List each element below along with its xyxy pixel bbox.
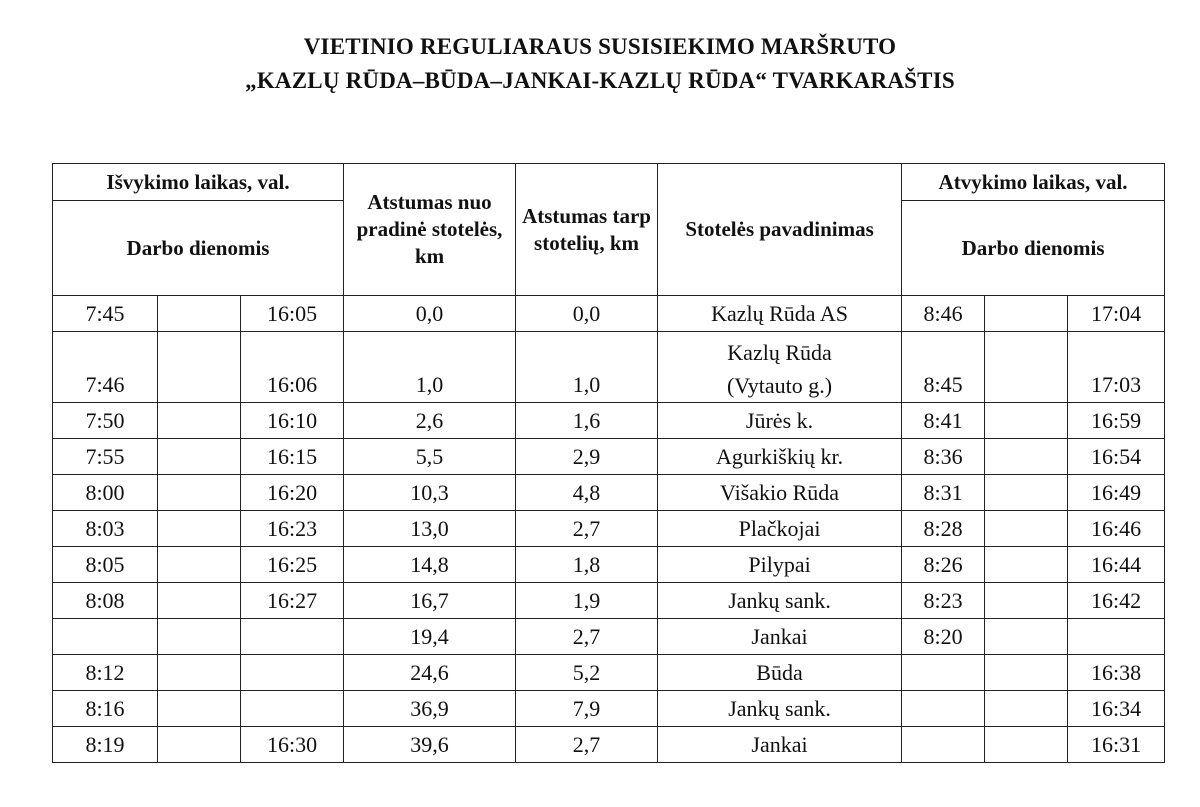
arr-time-1 xyxy=(902,691,985,727)
document-title-line1: VIETINIO REGULIARAUS SUSISIEKIMO MARŠRUTO xyxy=(303,34,897,59)
dist-between: 1,9 xyxy=(516,583,658,619)
dep-time-2 xyxy=(158,619,241,655)
dep-time-1: 7:55 xyxy=(53,439,158,475)
dist-between: 7,9 xyxy=(516,691,658,727)
dep-time-3 xyxy=(241,619,344,655)
dep-time-1: 8:16 xyxy=(53,691,158,727)
dist-between: 0,0 xyxy=(516,296,658,332)
dist-from-start: 16,7 xyxy=(344,583,516,619)
dep-time-3: 16:25 xyxy=(241,547,344,583)
dep-time-3: 16:23 xyxy=(241,511,344,547)
arr-time-2 xyxy=(985,332,1068,403)
table-row xyxy=(53,439,1165,475)
dist-from-start: 1,0 xyxy=(344,332,516,403)
dep-time-1: 8:03 xyxy=(53,511,158,547)
dep-time-1 xyxy=(53,619,158,655)
dep-time-2 xyxy=(158,332,241,403)
dep-time-2 xyxy=(158,547,241,583)
dep-time-2 xyxy=(158,475,241,511)
dist-from-start: 5,5 xyxy=(344,439,516,475)
dep-time-1: 8:19 xyxy=(53,727,158,763)
dep-time-2 xyxy=(158,691,241,727)
arr-time-3: 17:03 xyxy=(1068,332,1165,403)
table-row xyxy=(53,547,1165,583)
dep-time-2 xyxy=(158,727,241,763)
dist-between: 1,0 xyxy=(516,332,658,403)
arrival-header: Atvykimo laikas, val. xyxy=(902,164,1165,201)
dep-time-1: 8:12 xyxy=(53,655,158,691)
arr-time-2 xyxy=(985,439,1068,475)
dist-between: 4,8 xyxy=(516,475,658,511)
stop-name-line2: (Vytauto g.) xyxy=(726,373,833,398)
dep-time-1: 8:00 xyxy=(53,475,158,511)
table-row xyxy=(53,655,1165,691)
arr-time-2 xyxy=(985,583,1068,619)
arr-time-2 xyxy=(985,547,1068,583)
table-row xyxy=(53,296,1165,332)
stop-name xyxy=(658,332,902,403)
arr-time-1: 8:46 xyxy=(902,296,985,332)
departure-subheader: Darbo dienomis xyxy=(53,201,344,296)
table-row xyxy=(53,727,1165,763)
arr-time-2 xyxy=(985,619,1068,655)
arr-time-3: 16:42 xyxy=(1068,583,1165,619)
dist-from-start: 0,0 xyxy=(344,296,516,332)
arr-time-2 xyxy=(985,511,1068,547)
table-row xyxy=(53,583,1165,619)
arr-time-3: 16:31 xyxy=(1068,727,1165,763)
dep-time-1: 7:46 xyxy=(53,332,158,403)
arr-time-3: 17:04 xyxy=(1068,296,1165,332)
stop-name: Jūrės k. xyxy=(658,403,902,439)
departure-header: Išvykimo laikas, val. xyxy=(53,164,344,201)
dep-time-3: 16:15 xyxy=(241,439,344,475)
table-row xyxy=(53,619,1165,655)
stop-name: Agurkiškių kr. xyxy=(658,439,902,475)
dist-between: 1,6 xyxy=(516,403,658,439)
dep-time-3: 16:20 xyxy=(241,475,344,511)
dist-between: 2,7 xyxy=(516,511,658,547)
arr-time-3: 16:34 xyxy=(1068,691,1165,727)
stop-name: Višakio Rūda xyxy=(658,475,902,511)
dist-from-start: 39,6 xyxy=(344,727,516,763)
arr-time-1: 8:41 xyxy=(902,403,985,439)
stop-name-header: Stotelės pavadinimas xyxy=(658,164,902,296)
dep-time-2 xyxy=(158,403,241,439)
stop-name: Jankų sank. xyxy=(658,583,902,619)
stop-name: Kazlų Rūda AS xyxy=(658,296,902,332)
dep-time-2 xyxy=(158,655,241,691)
stop-name: Būda xyxy=(658,655,902,691)
arr-time-2 xyxy=(985,296,1068,332)
arr-time-1 xyxy=(902,727,985,763)
dist-from-start: 13,0 xyxy=(344,511,516,547)
dep-time-3: 16:06 xyxy=(241,332,344,403)
dist-between: 2,7 xyxy=(516,619,658,655)
dist-between-header: Atstumas tarp stotelių, km xyxy=(516,164,658,296)
arr-time-1 xyxy=(902,655,985,691)
dist-from-start-header: Atstumas nuo pradinė stotelės, km xyxy=(344,164,516,296)
dep-time-1: 8:08 xyxy=(53,583,158,619)
table-row xyxy=(53,475,1165,511)
arr-time-3: 16:54 xyxy=(1068,439,1165,475)
stop-name: Jankų sank. xyxy=(658,691,902,727)
document-title-line2: „KAZLŲ RŪDA–BŪDA–JANKAI-KAZLŲ RŪDA“ TVARKARAŠTIS xyxy=(245,68,955,93)
stop-name: Plačkojai xyxy=(658,511,902,547)
arr-time-1: 8:45 xyxy=(902,332,985,403)
dist-from-start: 14,8 xyxy=(344,547,516,583)
arr-time-1: 8:23 xyxy=(902,583,985,619)
dist-from-start: 10,3 xyxy=(344,475,516,511)
stop-name: Pilypai xyxy=(658,547,902,583)
arr-time-2 xyxy=(985,475,1068,511)
dist-between: 5,2 xyxy=(516,655,658,691)
arr-time-3: 16:49 xyxy=(1068,475,1165,511)
arr-time-1: 8:36 xyxy=(902,439,985,475)
arr-time-2 xyxy=(985,727,1068,763)
dep-time-1: 7:50 xyxy=(53,403,158,439)
dist-between: 2,7 xyxy=(516,727,658,763)
dist-from-start: 24,6 xyxy=(344,655,516,691)
dist-from-start: 2,6 xyxy=(344,403,516,439)
arr-time-3: 16:59 xyxy=(1068,403,1165,439)
dep-time-3: 16:27 xyxy=(241,583,344,619)
dep-time-1: 8:05 xyxy=(53,547,158,583)
dep-time-3 xyxy=(241,691,344,727)
stop-name: Jankai xyxy=(658,619,902,655)
table-row xyxy=(53,691,1165,727)
arr-time-3: 16:44 xyxy=(1068,547,1165,583)
dep-time-2 xyxy=(158,296,241,332)
dist-from-start: 19,4 xyxy=(344,619,516,655)
table-row xyxy=(53,511,1165,547)
arr-time-3 xyxy=(1068,619,1165,655)
dist-from-start: 36,9 xyxy=(344,691,516,727)
arr-time-1: 8:26 xyxy=(902,547,985,583)
dep-time-2 xyxy=(158,511,241,547)
arr-time-3: 16:46 xyxy=(1068,511,1165,547)
dep-time-3: 16:05 xyxy=(241,296,344,332)
arr-time-2 xyxy=(985,655,1068,691)
arrival-subheader: Darbo dienomis xyxy=(902,201,1165,296)
stop-name-line1: Kazlų Rūda xyxy=(727,340,832,365)
table-row xyxy=(53,332,1165,403)
arr-time-1: 8:20 xyxy=(902,619,985,655)
dep-time-3: 16:30 xyxy=(241,727,344,763)
table-row xyxy=(53,403,1165,439)
dep-time-1: 7:45 xyxy=(53,296,158,332)
schedule-table xyxy=(52,163,1165,763)
dep-time-3 xyxy=(241,655,344,691)
arr-time-2 xyxy=(985,691,1068,727)
stop-name: Jankai xyxy=(658,727,902,763)
dist-between: 1,8 xyxy=(516,547,658,583)
arr-time-2 xyxy=(985,403,1068,439)
arr-time-3: 16:38 xyxy=(1068,655,1165,691)
dep-time-2 xyxy=(158,583,241,619)
arr-time-1: 8:31 xyxy=(902,475,985,511)
arr-time-1: 8:28 xyxy=(902,511,985,547)
dep-time-2 xyxy=(158,439,241,475)
dist-between: 2,9 xyxy=(516,439,658,475)
dep-time-3: 16:10 xyxy=(241,403,344,439)
